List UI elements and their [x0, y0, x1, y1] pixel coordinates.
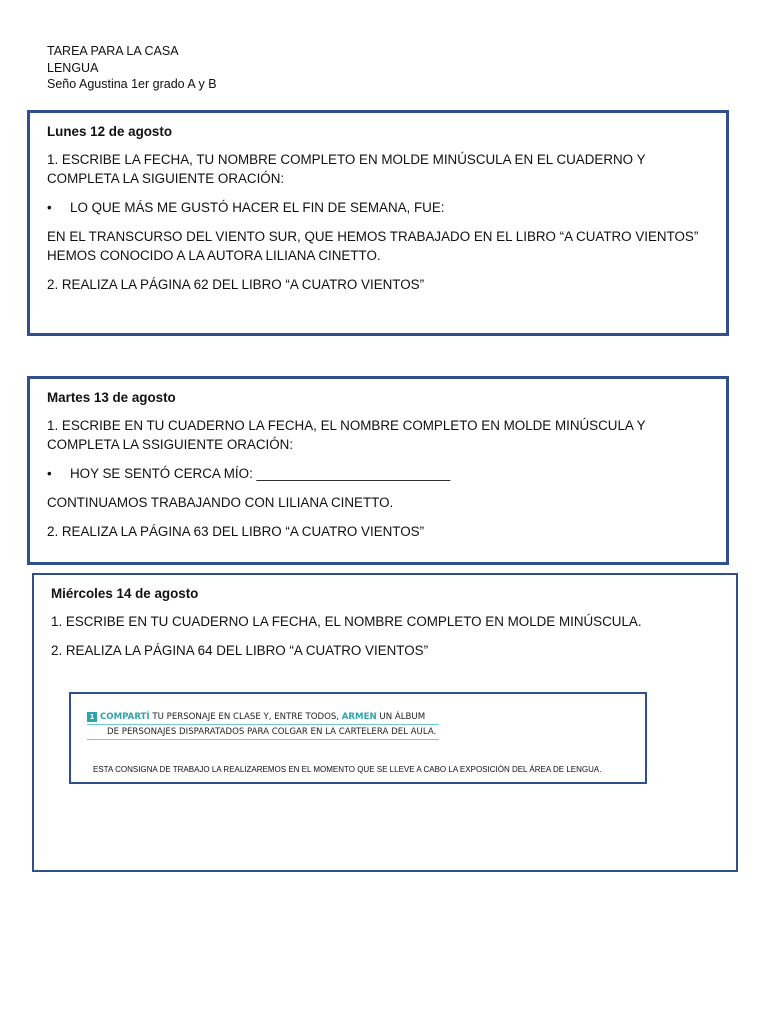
tuesday-paragraph: CONTINUAMOS TRABAJANDO CON LILIANA CINETTO.: [47, 495, 394, 510]
excerpt-line-1: [87, 710, 439, 725]
tuesday-bullet: [47, 464, 711, 483]
header-subject: LENGUA: [47, 60, 99, 75]
monday-task-box: [27, 110, 729, 336]
header-title: TAREA PARA LA CASA: [47, 44, 179, 58]
excerpt-text-2: UN ÁLBUM: [379, 712, 426, 722]
monday-item-2: 2. REALIZA LA PÁGINA 62 DEL LIBRO “A CUATRO VIENTOS”: [47, 277, 425, 292]
wednesday-task-box: [32, 573, 738, 872]
wednesday-title: Miércoles 14 de agosto: [51, 586, 199, 601]
excerpt-line-2: DE PERSONAJES DISPARATADOS PARA COLGAR EN LA CARTELERA DEL AULA.: [87, 725, 439, 740]
bullet-icon: •: [47, 200, 52, 215]
wednesday-item-1: 1. ESCRIBE EN TU CUADERNO LA FECHA, EL NOMBRE COMPLETO EN MOLDE MINÚSCULA.: [51, 614, 642, 629]
monday-paragraph: EN EL TRANSCURSO DEL VIENTO SUR, QUE HEMOS TRABAJADO EN EL LIBRO “A CUATRO VIENTOS” HEMOS CONOCIDO A LA AUTORA LILIANA CINETTO.: [47, 229, 699, 263]
tuesday-title: Martes 13 de agosto: [47, 390, 176, 405]
monday-bullet-text: LO QUE MÁS ME GUSTÓ HACER EL FIN DE SEMANA, FUE:: [70, 200, 445, 215]
excerpt-verb-2: ARMEN: [341, 712, 377, 722]
activity-number-badge: 1: [87, 712, 97, 722]
tuesday-task-box: [27, 376, 729, 565]
document-header: [47, 43, 217, 93]
bullet-icon: •: [47, 466, 52, 481]
excerpt-verb-1: COMPARTÍ: [100, 712, 150, 722]
monday-item-1: 1. ESCRIBE LA FECHA, TU NOMBRE COMPLETO EN MOLDE MINÚSCULA EN EL CUADERNO Y COMPLETA LA SIGUIENTE ORACIÓN:: [47, 152, 646, 186]
excerpt-text-1: TU PERSONAJE EN CLASE Y, ENTRE TODOS,: [152, 712, 340, 722]
tuesday-bullet-text: HOY SE SENTÓ CERCA MÍO: __________________________: [70, 466, 451, 481]
tuesday-item-2: 2. REALIZA LA PÁGINA 63 DEL LIBRO “A CUATRO VIENTOS”: [47, 524, 425, 539]
exhibition-note: ESTA CONSIGNA DE TRABAJO LA REALIZAREMOS EN EL MOMENTO QUE SE LLEVE A CABO LA EXPOSICIÓN DEL ÁREA DE LENGUA.: [93, 765, 602, 774]
monday-bullet: [47, 198, 711, 217]
header-teacher: Seño Agustina 1er grado A y B: [47, 77, 217, 91]
tuesday-item-1: 1. ESCRIBE EN TU CUADERNO LA FECHA, EL NOMBRE COMPLETO EN MOLDE MINÚSCULA Y COMPLETA LA SSIGUIENTE ORACIÓN:: [47, 418, 646, 452]
monday-title: Lunes 12 de agosto: [47, 124, 173, 139]
wednesday-item-2: 2. REALIZA LA PÁGINA 64 DEL LIBRO “A CUATRO VIENTOS”: [51, 643, 429, 658]
book-excerpt: [87, 710, 439, 740]
book-excerpt-box: [69, 692, 647, 784]
